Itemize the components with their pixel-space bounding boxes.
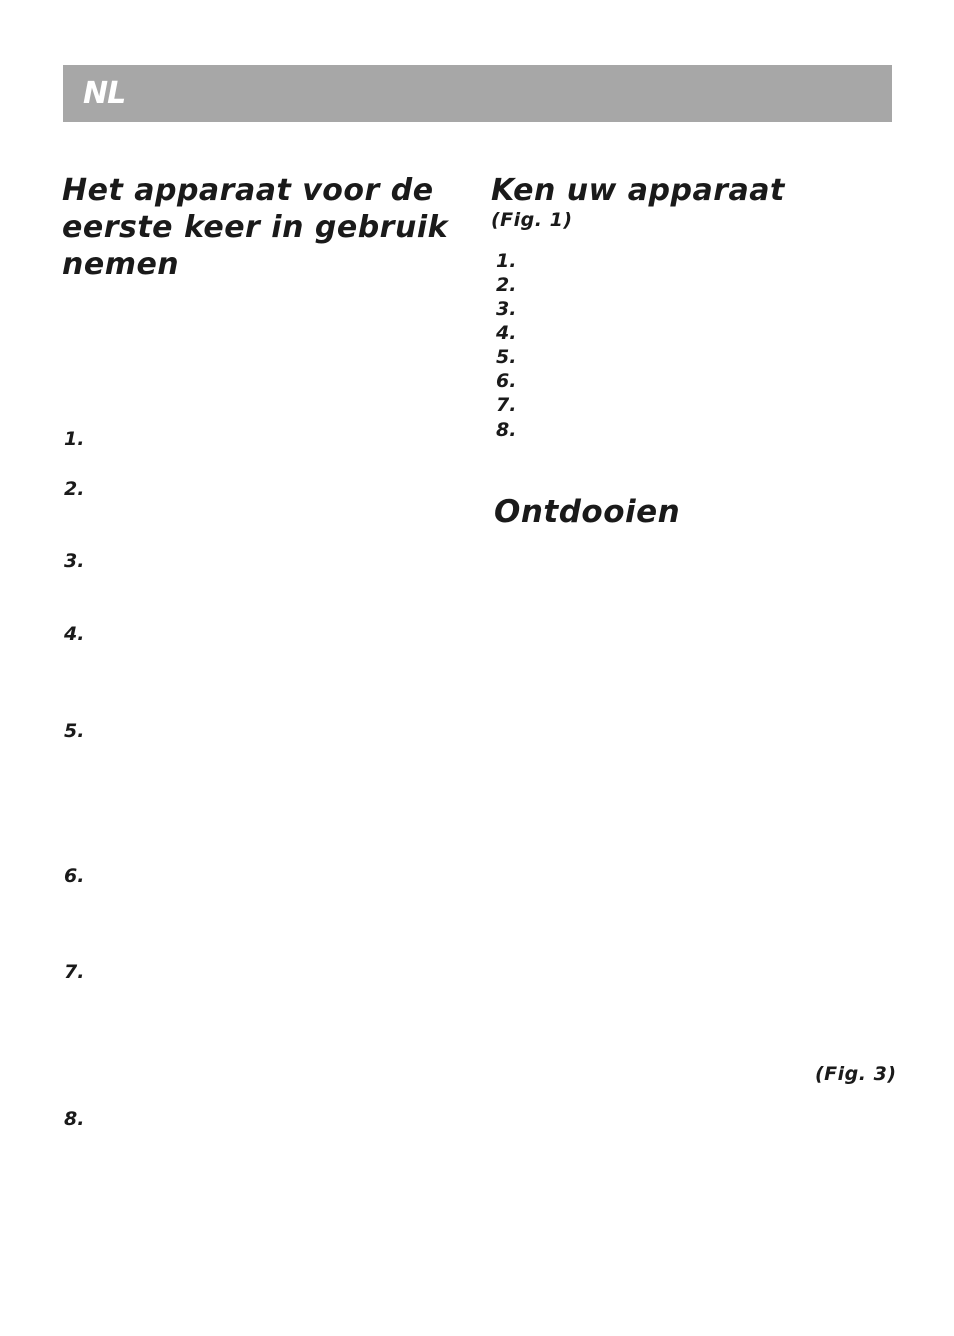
first-use-step-number: 2. xyxy=(64,478,85,500)
defrosting-heading: Ontdooien xyxy=(494,494,681,530)
first-use-step-number: 1. xyxy=(64,428,85,450)
part-number: 5. xyxy=(496,346,517,368)
first-use-step-number: 4. xyxy=(64,623,85,645)
part-number: 8. xyxy=(496,419,517,441)
first-use-step-number: 8. xyxy=(64,1108,85,1130)
part-number: 1. xyxy=(496,250,517,272)
first-use-step-number: 7. xyxy=(64,961,85,983)
part-number: 6. xyxy=(496,370,517,392)
figure-1-reference: (Fig. 1) xyxy=(491,209,573,231)
part-number: 3. xyxy=(496,298,517,320)
first-use-step-number: 3. xyxy=(64,550,85,572)
first-use-step-number: 5. xyxy=(64,720,85,742)
language-code: NL xyxy=(83,76,126,111)
know-your-appliance-heading: Ken uw apparaat xyxy=(491,173,785,208)
part-number: 4. xyxy=(496,322,517,344)
first-use-heading: Het apparaat voor de eerste keer in gebruik nemen xyxy=(62,173,449,282)
language-header-bar xyxy=(63,65,892,122)
figure-3-reference: (Fig. 3) xyxy=(815,1063,897,1085)
part-number: 2. xyxy=(496,274,517,296)
first-use-step-number: 6. xyxy=(64,865,85,887)
part-number: 7. xyxy=(496,394,517,416)
